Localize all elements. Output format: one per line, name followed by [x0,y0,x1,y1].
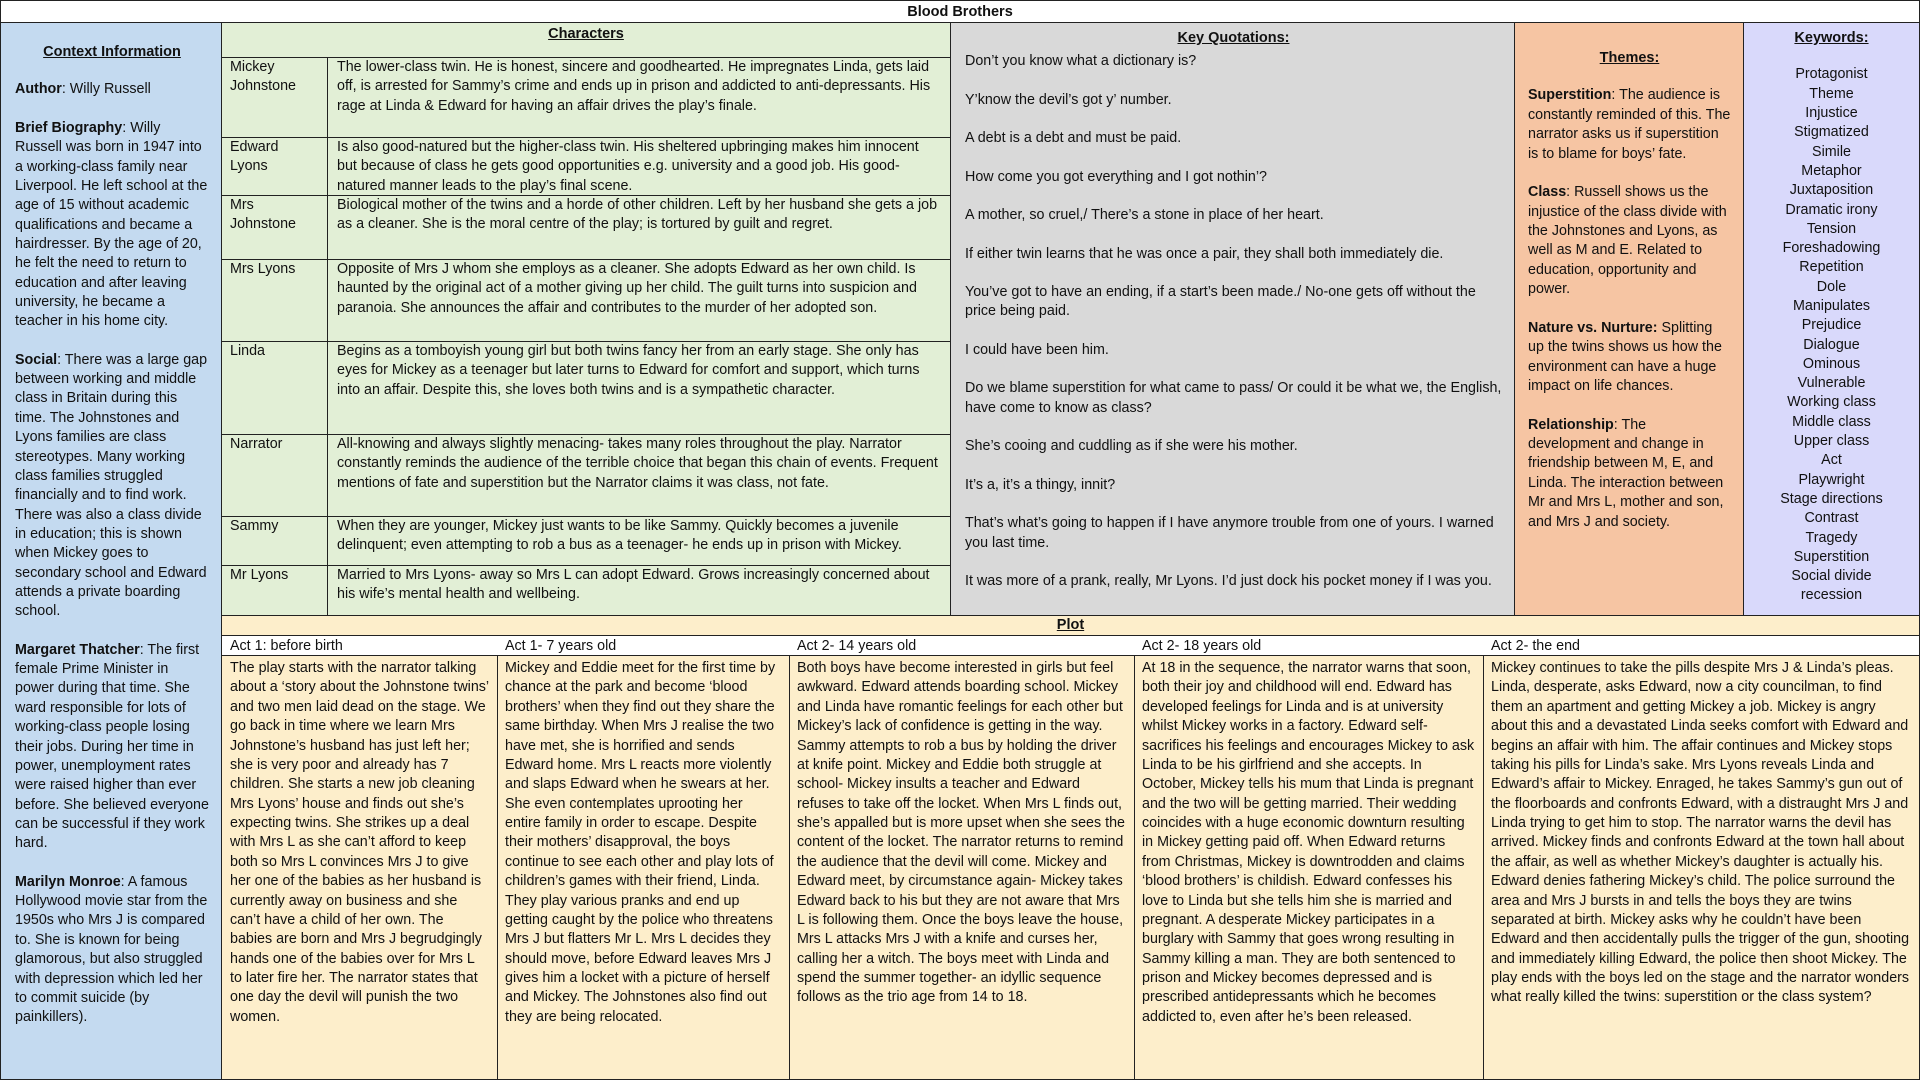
quote-item: A mother, so cruel,/ There’s a stone in place of her heart. [965,207,1324,224]
quote-item: If either twin learns that he was once a pair, they shall both immediately die. [965,245,1444,262]
plot-column [1134,636,1484,1080]
characters-header [222,23,950,58]
keyword-item: Dole [1816,278,1847,295]
keyword-item: Playwright [1798,471,1865,488]
quote-item: Y’know the devil’s got y’ number. [965,91,1172,108]
context-label: Margaret Thatcher [15,641,140,658]
keyword-item: Superstition [1793,548,1870,565]
theme-label: Superstition [1528,87,1612,104]
context-label: Social [15,351,58,368]
keywords-panel [1743,22,1920,616]
theme-text: Splitting up the twins shows us how the environment can have a huge impact on life chances. [1528,319,1722,395]
keyword-item: Middle class [1792,413,1871,430]
context-label: Brief Biography [15,119,123,136]
character-row [222,196,950,260]
keyword-item: Prejudice [1801,317,1862,334]
character-name: Mickey Johnstone [222,58,328,137]
character-name: Narrator [222,435,328,516]
plot-column-text: Mickey continues to take the pills despite Mrs J & Linda’s pleas. Linda, desperate, asks Edward, now a city councilman, to find them an apartment and getting Mickey a job. Mickey is angry about this and a devastated Linda seeks comfort with Edward and begins an affair with him. The affair continues and Mickey stops taking his pills for Linda’s sake. Mrs Lyons reveals Linda and Edward’s affair to Mickey. Enraged, he takes Sammy’s gun out of the floorboards and confronts Edward, with a distraught Mrs J and Linda trying to get him to stop. The narrator warns the devil has arrived. Mickey finds and confronts Edward at the town hall about the affair, as well as whether Mickey’s daughter is actually his. Edward denies fathering Mickey’s child. The police surround the area and Mrs J bursts in and tells the boys they are twins separated at birth. Mickey asks why he couldn’t have been Edward and then accidentally pulls the trigger of the gun, shooting and immediately killing Edward, the police then shoot Mickey. The play ends with the boys led on the stage and the narrator wonders what really killed the twins: superstition or the class system? [1491,660,1910,1006]
quote-item: You’ve got to have an ending, if a start’s been made./ No-one gets off without the price being paid. [965,284,1476,320]
plot-panel [221,615,1920,1080]
keyword-item: Ominous [1802,355,1861,372]
plot-column [497,636,790,1080]
context-label: Author [15,81,62,98]
character-row [222,138,950,196]
keyword-item: Stage directions [1780,490,1883,507]
plot-column [222,636,498,1080]
quote-item: Do we blame superstition for what came to pass/ Or could it be what we, the English, have come to know as class? [965,380,1502,416]
context-text: : There was a large gap between working and middle class in Britain during this time. The Johnstones and Lyons families are class stereotypes. Many working class families struggled financially and to find work. There was also a class divide in education; this is shown when Mickey goes to secondary school and Edward attends a private boarding school. [15,351,208,620]
quotes-heading: Key Quotations: [1177,30,1290,46]
plot-column [789,636,1135,1080]
keyword-item: Dialogue [1803,336,1860,353]
keyword-item: Stigmatized [1794,124,1869,141]
character-desc: All-knowing and always slightly menacing- takes many roles throughout the play. Narrator constantly reminds the audience of the terrible choice that began this chain of events. Frequent mentions of fate and superstition but the Narrator claims it was class, not fate. [337,436,938,491]
plot-column-title: Act 2- 14 years old [789,636,1134,656]
plot-column-text: Mickey and Eddie meet for the first time by chance at the park and become ‘blood brothers’ when they find out they share the same birthday. When Mrs J realise the two have met, she is horrified and sends Edward home. Mrs L reacts more violently and slaps Edward when he swears at her. She even contemplates uprooting her entire family in order to escape. Despite their mothers’ disapproval, the boys continue to see each other and play lots of children’s games with their friend, Linda. They play various pranks and end up getting caught by the police who threatens Mrs J but flatters Mr L. Mrs L decides they should move, before Edward leaves Mrs J gives him a locket with a picture of herself and Mickey. The Johnstones also find out they are being relocated. [505,660,776,1025]
quote-item: It’s a, it’s a thingy, innit? [965,476,1116,493]
character-row [222,517,950,566]
context-text: : Willy Russell was born in 1947 into a working-class family near Liverpool. He left school at the age of 15 without academic qualifications and became a hairdresser. By the age of 20, he felt the need to return to education and after leaving university, he became a teacher in his home city. [15,119,208,330]
keyword-item: Manipulates [1792,297,1871,314]
quote-item: How come you got everything and I got nothin’? [965,168,1268,185]
context-text: : Willy Russell [61,81,151,98]
character-desc: Biological mother of the twins and a horde of other children. Left by her husband she gets a job as a cleaner. She is the moral centre of the play; is tortured by guilt and regret. [337,197,938,233]
character-row [222,58,950,138]
context-heading: Context Information [43,44,181,60]
plot-column [1483,636,1920,1080]
character-name: Edward Lyons [222,138,328,195]
character-row [222,342,950,435]
plot-heading: Plot [1056,617,1085,633]
theme-item [1528,183,1731,300]
character-desc: When they are younger, Mickey just wants to be like Sammy. Quickly becomes a juvenile delinquent; even attempting to rob a bus as a teenager- he ends up in prison with Mickey. [337,518,902,554]
themes-panel [1514,22,1744,616]
character-desc: Is also good-natured but the higher-class twin. His sheltered upbringing makes him innocent but because of class he gets good opportunities e.g. university and a good job. His good-natured manner leads to the play’s final scene. [337,139,919,194]
character-row [222,566,950,616]
theme-label: Class [1528,184,1567,201]
character-desc: The lower-class twin. He is honest, sincere and goodhearted. He impregnates Linda, gets laid off, is arrested for Sammy’s crime and ends up in prison and addicted to anti-depressants. His rage at Linda & Edward for having an affair drives the play’s finale. [337,59,931,114]
keyword-item: Act [1821,452,1842,469]
character-row [222,260,950,342]
keyword-item: Injustice [1805,105,1858,122]
keyword-item: Protagonist [1795,66,1868,83]
plot-column-title: Act 1- 7 years old [497,636,789,656]
characters-heading: Characters [548,26,624,42]
plot-header [222,616,1919,636]
plot-column-text: The play starts with the narrator talking about a ‘story about the Johnstone twins’ and two men laid dead on the stage. We go back in time where we learn Mrs Johnstone’s husband has just left her; she is very poor and already has 7 children. She starts a new job cleaning Mrs Lyons’ house and finds out she’s expecting twins. She strikes up a deal with Mrs L as she can’t afford to keep both so Mrs L convinces Mrs J to give her one of the babies as her husband is currently away on business and she can’t have a child of her own. The babies are born and Mrs J begrudgingly hands one of the babies over for Mrs L to later fire her. The narrator states that one day the devil will punish the two women. [230,660,489,1025]
quote-item: It was more of a prank, really, Mr Lyons. I’d just dock his pocket money if I was you. [965,572,1492,589]
keyword-item: Vulnerable [1797,375,1866,392]
theme-label: Relationship [1528,416,1614,433]
keyword-item: Tension [1806,220,1857,237]
theme-item [1528,416,1731,533]
quote-item: I could have been him. [965,341,1109,358]
character-name: Mrs Lyons [222,260,328,341]
character-desc: Married to Mrs Lyons- away so Mrs L can adopt Edward. Grows increasingly concerned about his wife’s mental health and wellbeing. [337,567,930,603]
quote-item: A debt is a debt and must be paid. [965,130,1182,147]
keyword-item: Theme [1809,85,1854,102]
character-name: Mrs Johnstone [222,196,328,259]
character-row [222,435,950,517]
theme-item [1528,86,1731,164]
plot-column-text: Both boys have become interested in girls but feel awkward. Edward attends boarding school. Mickey and Linda have romantic feelings for each other but Mickey’s lack of confidence is getting in the way. Sammy attempts to rob a bus by holding the driver at knife point. Mickey and Eddie both struggle at school- Mickey insults a teacher and Edward refuses to take off the locket. When Mrs L finds out, she’s appalled but is more upset when she sees the content of the locket. The narrator returns to remind the audience that the devil will come. Mickey and Edward meet, by circumstance again- Mickey takes Edward back to his but they are not aware that Mrs L is following them. Once the boys leave the house, Mrs L attacks Mrs J with a knife and curses her, calling her a witch. The boys meet with Linda and spend the summer together- an idyllic sequence follows as the trio age from 14 to 18. [797,660,1125,1006]
plot-column-title: Act 1: before birth [222,636,497,656]
context-item [15,641,209,854]
context-item [15,873,209,1028]
plot-column-title: Act 2- the end [1483,636,1920,656]
theme-text: : Russell shows us the injustice of the class divide with the Johnstones and Lyons, as well as M and E. Related to education, opportunity and power. [1528,184,1727,298]
keyword-item: Juxtaposition [1789,182,1874,199]
context-item [15,80,209,99]
themes-heading: Themes: [1599,50,1660,66]
quote-item: That’s what’s going to happen if I have anymore trouble from one of yours. I warned you last time. [965,515,1494,551]
page-title: Blood Brothers [0,0,1920,23]
characters-panel [221,22,951,616]
keyword-item: Simile [1812,143,1851,160]
keywords-heading: Keywords: [1794,30,1869,46]
keyword-item: Contrast [1804,510,1859,527]
theme-text: : The development and change in friendship between M, E, and Linda. The interaction between Mr and Mrs L, mother and son, and Mrs J and society. [1528,416,1724,530]
plot-column-title: Act 2- 18 years old [1134,636,1483,656]
theme-label: Nature vs. Nurture: [1528,319,1658,336]
context-panel [0,22,222,1080]
keyword-item: Working class [1787,394,1876,411]
keyword-item: Upper class [1793,433,1870,450]
theme-item [1528,319,1731,397]
context-label: Marilyn Monroe [15,873,121,890]
quote-item: She’s cooing and cuddling as if she were his mother. [965,438,1298,455]
keyword-item: Tragedy [1805,529,1858,546]
character-name: Linda [222,342,328,434]
quotes-panel [950,22,1515,616]
character-name: Sammy [222,517,328,565]
keyword-item: Social divide [1791,568,1872,585]
quote-item: Don’t you know what a dictionary is? [965,53,1197,70]
character-name: Mr Lyons [222,566,328,616]
context-item [15,119,209,332]
context-text: : A famous Hollywood movie star from the 1950s who Mrs J is compared to. She is known for being glamorous, but also struggled with depression which led her to commit suicide (by painkillers). [15,873,208,1026]
keyword-item: Metaphor [1801,162,1862,179]
context-text: : The first female Prime Minister in power during that time. She ward responsible for lots of working-class people losing their jobs. During her time in power, unemployment rates were raised higher than ever before. She believed everyone can be successful if they work hard. [15,641,209,852]
plot-column-text: At 18 in the sequence, the narrator warns that soon, both their joy and childhood will end. Edward has developed feelings for Linda and is at university whilst Mickey works in a factory. Edward self-sacrifices his feelings and encourages Mickey to ask Linda to be his girlfriend and she accepts. In October, Mickey tells his mum that Linda is pregnant and the two will be getting married. Their wedding coincides with a huge economic downturn resulting in Mickey getting paid off. When Edward returns from Christmas, Mickey is downtrodden and claims ‘blood brothers’ is childish. Edward confesses his love to Linda but she tells him she is married and pregnant. A desperate Mickey participates in a burglary with Sammy that goes wrong resulting in Sammy killing a man. They are both sentenced to prison and Mickey becomes depressed and is prescribed antidepressants which he becomes addicted to, even after he’s been released. [1142,660,1475,1025]
keyword-item: Foreshadowing [1782,240,1881,257]
character-desc: Opposite of Mrs J whom she employs as a cleaner. She adopts Edward as her own child. Is haunted by the original act of a mother giving up her child. The guilt turns into suspicion and paranoia. She announces the affair and contributes to the murder of her adopted son. [337,261,917,316]
context-item [15,351,209,622]
keywords-list [1752,65,1911,605]
keyword-item: Repetition [1799,259,1864,276]
keyword-item: Dramatic irony [1785,201,1878,218]
theme-text: : The audience is constantly reminded of this. The narrator asks us if superstition is to blame for boys’ fate. [1528,87,1731,162]
keyword-item: recession [1800,587,1863,604]
character-desc: Begins as a tomboyish young girl but both twins fancy her from an early stage. She only has eyes for Mickey as a teenager but later turns to Edward for comfort and support, which turns into an affair. Despite this, she loves both twins and is a sympathetic character. [337,343,920,398]
